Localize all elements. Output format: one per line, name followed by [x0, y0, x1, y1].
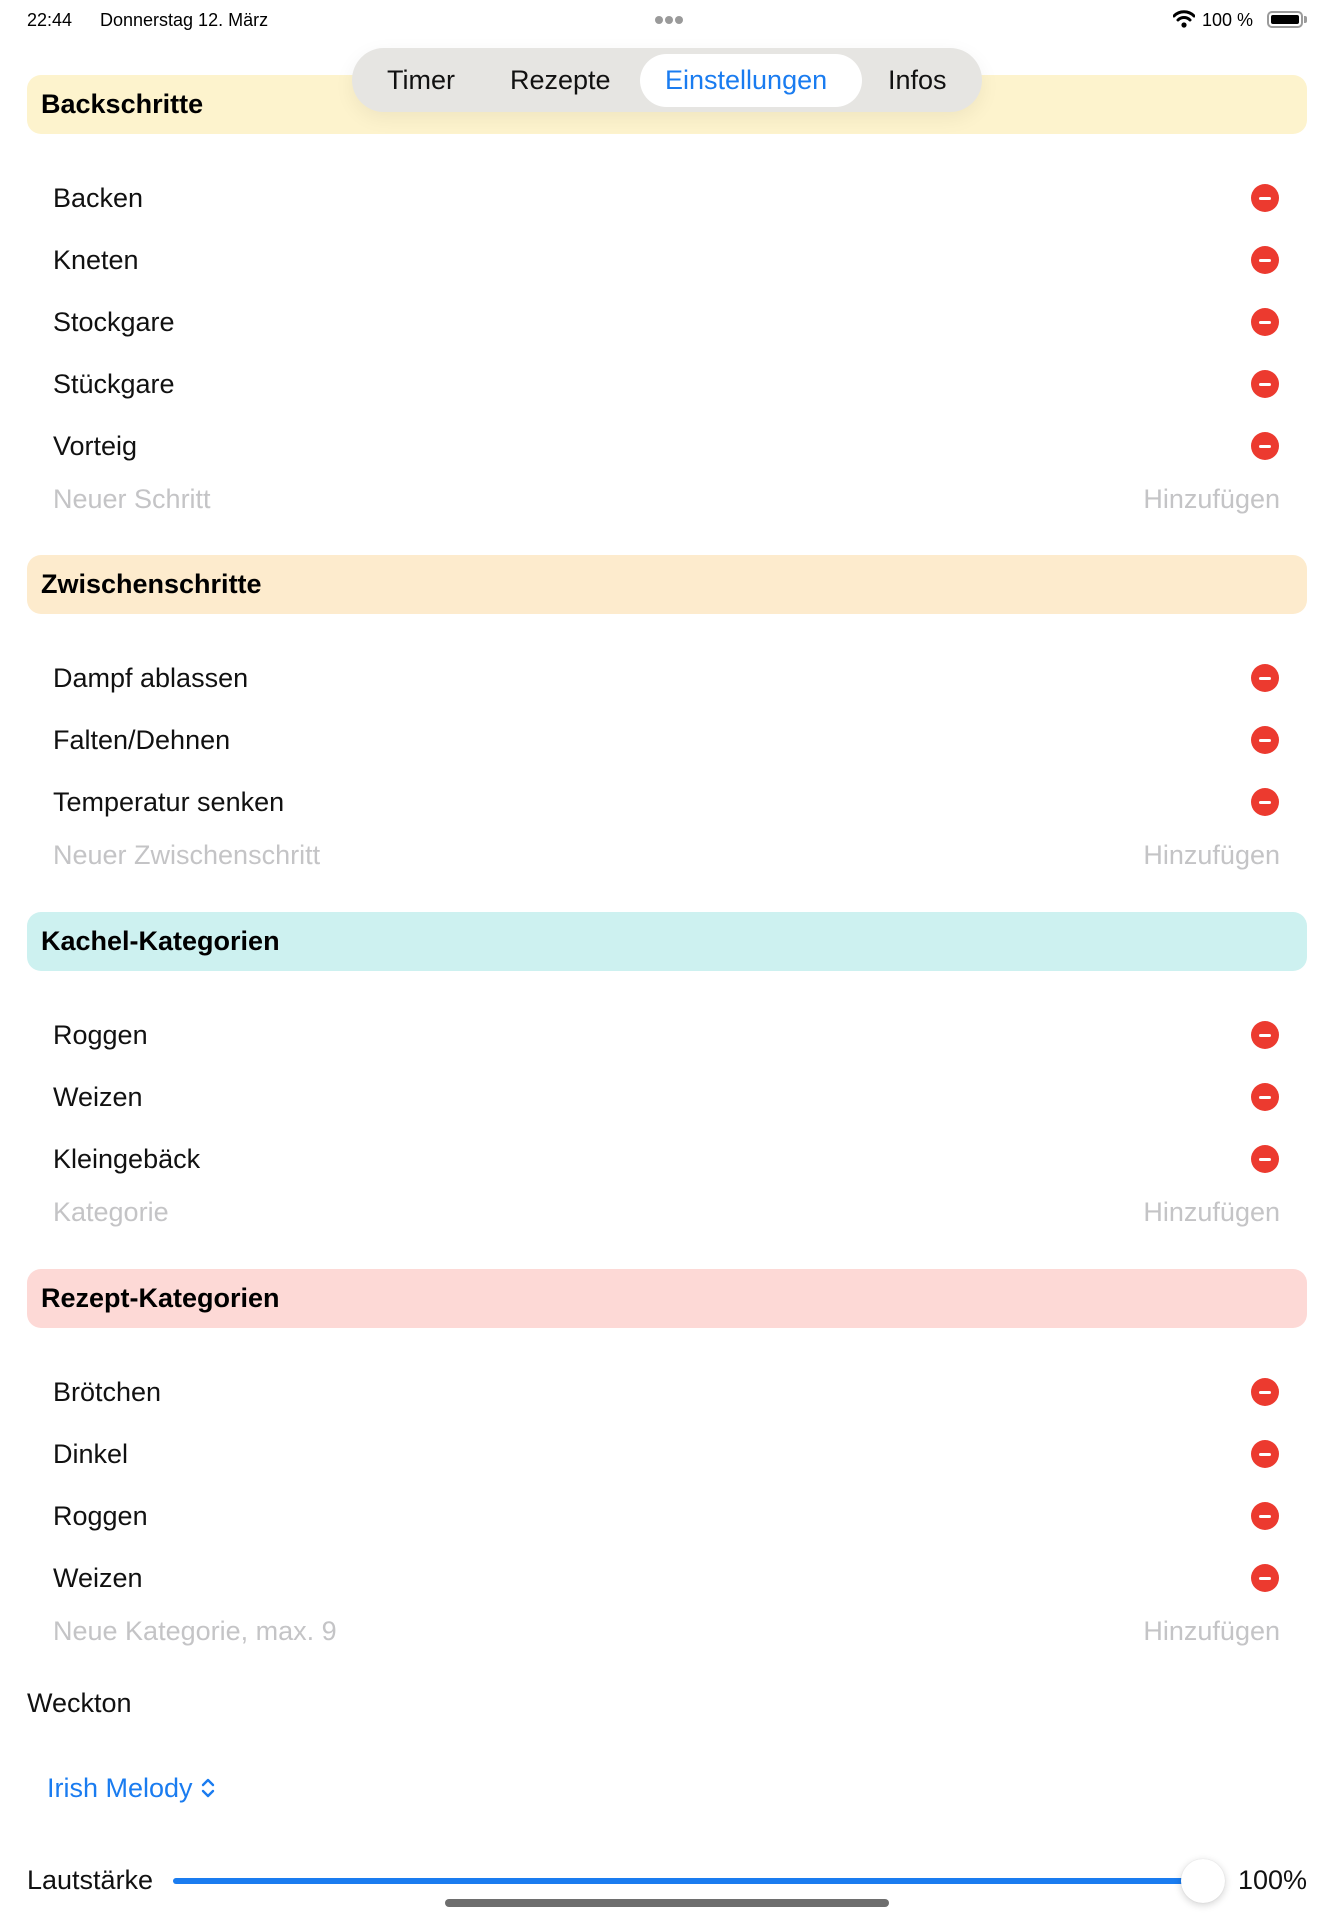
- alarm-label: Weckton: [27, 1688, 132, 1718]
- delete-minus-icon[interactable]: [1251, 370, 1279, 398]
- section-title: Backschritte: [41, 89, 204, 119]
- tab-infos[interactable]: Infos: [888, 65, 947, 95]
- list-item[interactable]: Brötchen: [53, 1377, 162, 1407]
- list-item[interactable]: Backen: [53, 183, 144, 213]
- battery-percentage: 100 %: [1202, 10, 1254, 30]
- list-item[interactable]: Weizen: [53, 1563, 143, 1593]
- section-header: [27, 1269, 1307, 1328]
- list-item[interactable]: Kneten: [53, 245, 139, 275]
- volume-slider-thumb[interactable]: [1181, 1859, 1225, 1903]
- list-item[interactable]: Weizen: [53, 1082, 143, 1112]
- delete-minus-icon[interactable]: [1251, 1145, 1279, 1173]
- delete-minus-icon[interactable]: [1251, 664, 1279, 692]
- section-title: Kachel-Kategorien: [41, 926, 280, 956]
- delete-minus-icon[interactable]: [1251, 1502, 1279, 1530]
- tab-rezepte[interactable]: Rezepte: [510, 65, 611, 95]
- delete-minus-icon[interactable]: [1251, 184, 1279, 212]
- delete-minus-icon[interactable]: [1251, 1378, 1279, 1406]
- delete-minus-icon[interactable]: [1251, 308, 1279, 336]
- section-header: [27, 912, 1307, 971]
- add-button[interactable]: Hinzufügen: [1143, 840, 1280, 870]
- volume-label: Lautstärke: [27, 1865, 154, 1895]
- section-header: [27, 555, 1307, 614]
- delete-minus-icon[interactable]: [1251, 1083, 1279, 1111]
- new-item-input[interactable]: Neue Kategorie, max. 9: [53, 1616, 337, 1646]
- chevron-up-down-icon: [201, 1777, 215, 1799]
- multitasking-dots-icon[interactable]: [655, 16, 683, 24]
- wifi-icon: [1173, 9, 1195, 29]
- add-button[interactable]: Hinzufügen: [1143, 484, 1280, 514]
- list-item[interactable]: Roggen: [53, 1501, 148, 1531]
- volume-slider-fill: [173, 1878, 1203, 1884]
- delete-minus-icon[interactable]: [1251, 1564, 1279, 1592]
- delete-minus-icon[interactable]: [1251, 1021, 1279, 1049]
- tab-timer[interactable]: Timer: [387, 65, 455, 95]
- list-item[interactable]: Roggen: [53, 1020, 148, 1050]
- battery-nub: [1304, 16, 1307, 23]
- volume-slider-track[interactable]: [173, 1878, 1203, 1884]
- new-item-input[interactable]: Neuer Schritt: [53, 484, 211, 514]
- add-button[interactable]: Hinzufügen: [1143, 1616, 1280, 1646]
- delete-minus-icon[interactable]: [1251, 432, 1279, 460]
- battery-icon: [1267, 11, 1303, 28]
- tab-einstellungen[interactable]: Einstellungen: [665, 65, 828, 95]
- list-item[interactable]: Dinkel: [53, 1439, 129, 1469]
- list-item[interactable]: Kleingebäck: [53, 1144, 201, 1174]
- volume-value: 100%: [1238, 1865, 1308, 1895]
- new-item-input[interactable]: Kategorie: [53, 1197, 169, 1227]
- delete-minus-icon[interactable]: [1251, 246, 1279, 274]
- delete-minus-icon[interactable]: [1251, 788, 1279, 816]
- section-title: Zwischenschritte: [41, 569, 262, 599]
- list-item[interactable]: Stückgare: [53, 369, 175, 399]
- new-item-input[interactable]: Neuer Zwischenschritt: [53, 840, 321, 870]
- tab-bar: [352, 48, 982, 112]
- section-title: Rezept-Kategorien: [41, 1283, 280, 1313]
- status-time: 22:44: [27, 10, 73, 30]
- list-item[interactable]: Temperatur senken: [53, 787, 285, 817]
- list-item[interactable]: Stockgare: [53, 307, 175, 337]
- delete-minus-icon[interactable]: [1251, 726, 1279, 754]
- alarm-sound-value: Irish Melody: [47, 1773, 193, 1803]
- add-button[interactable]: Hinzufügen: [1143, 1197, 1280, 1227]
- status-date: Donnerstag 12. März: [100, 10, 269, 30]
- list-item[interactable]: Vorteig: [53, 431, 138, 461]
- battery-level: [1271, 15, 1299, 24]
- alarm-sound-picker[interactable]: [47, 1771, 215, 1805]
- list-item[interactable]: Dampf ablassen: [53, 663, 249, 693]
- delete-minus-icon[interactable]: [1251, 1440, 1279, 1468]
- home-indicator[interactable]: [445, 1899, 889, 1907]
- list-item[interactable]: Falten/Dehnen: [53, 725, 231, 755]
